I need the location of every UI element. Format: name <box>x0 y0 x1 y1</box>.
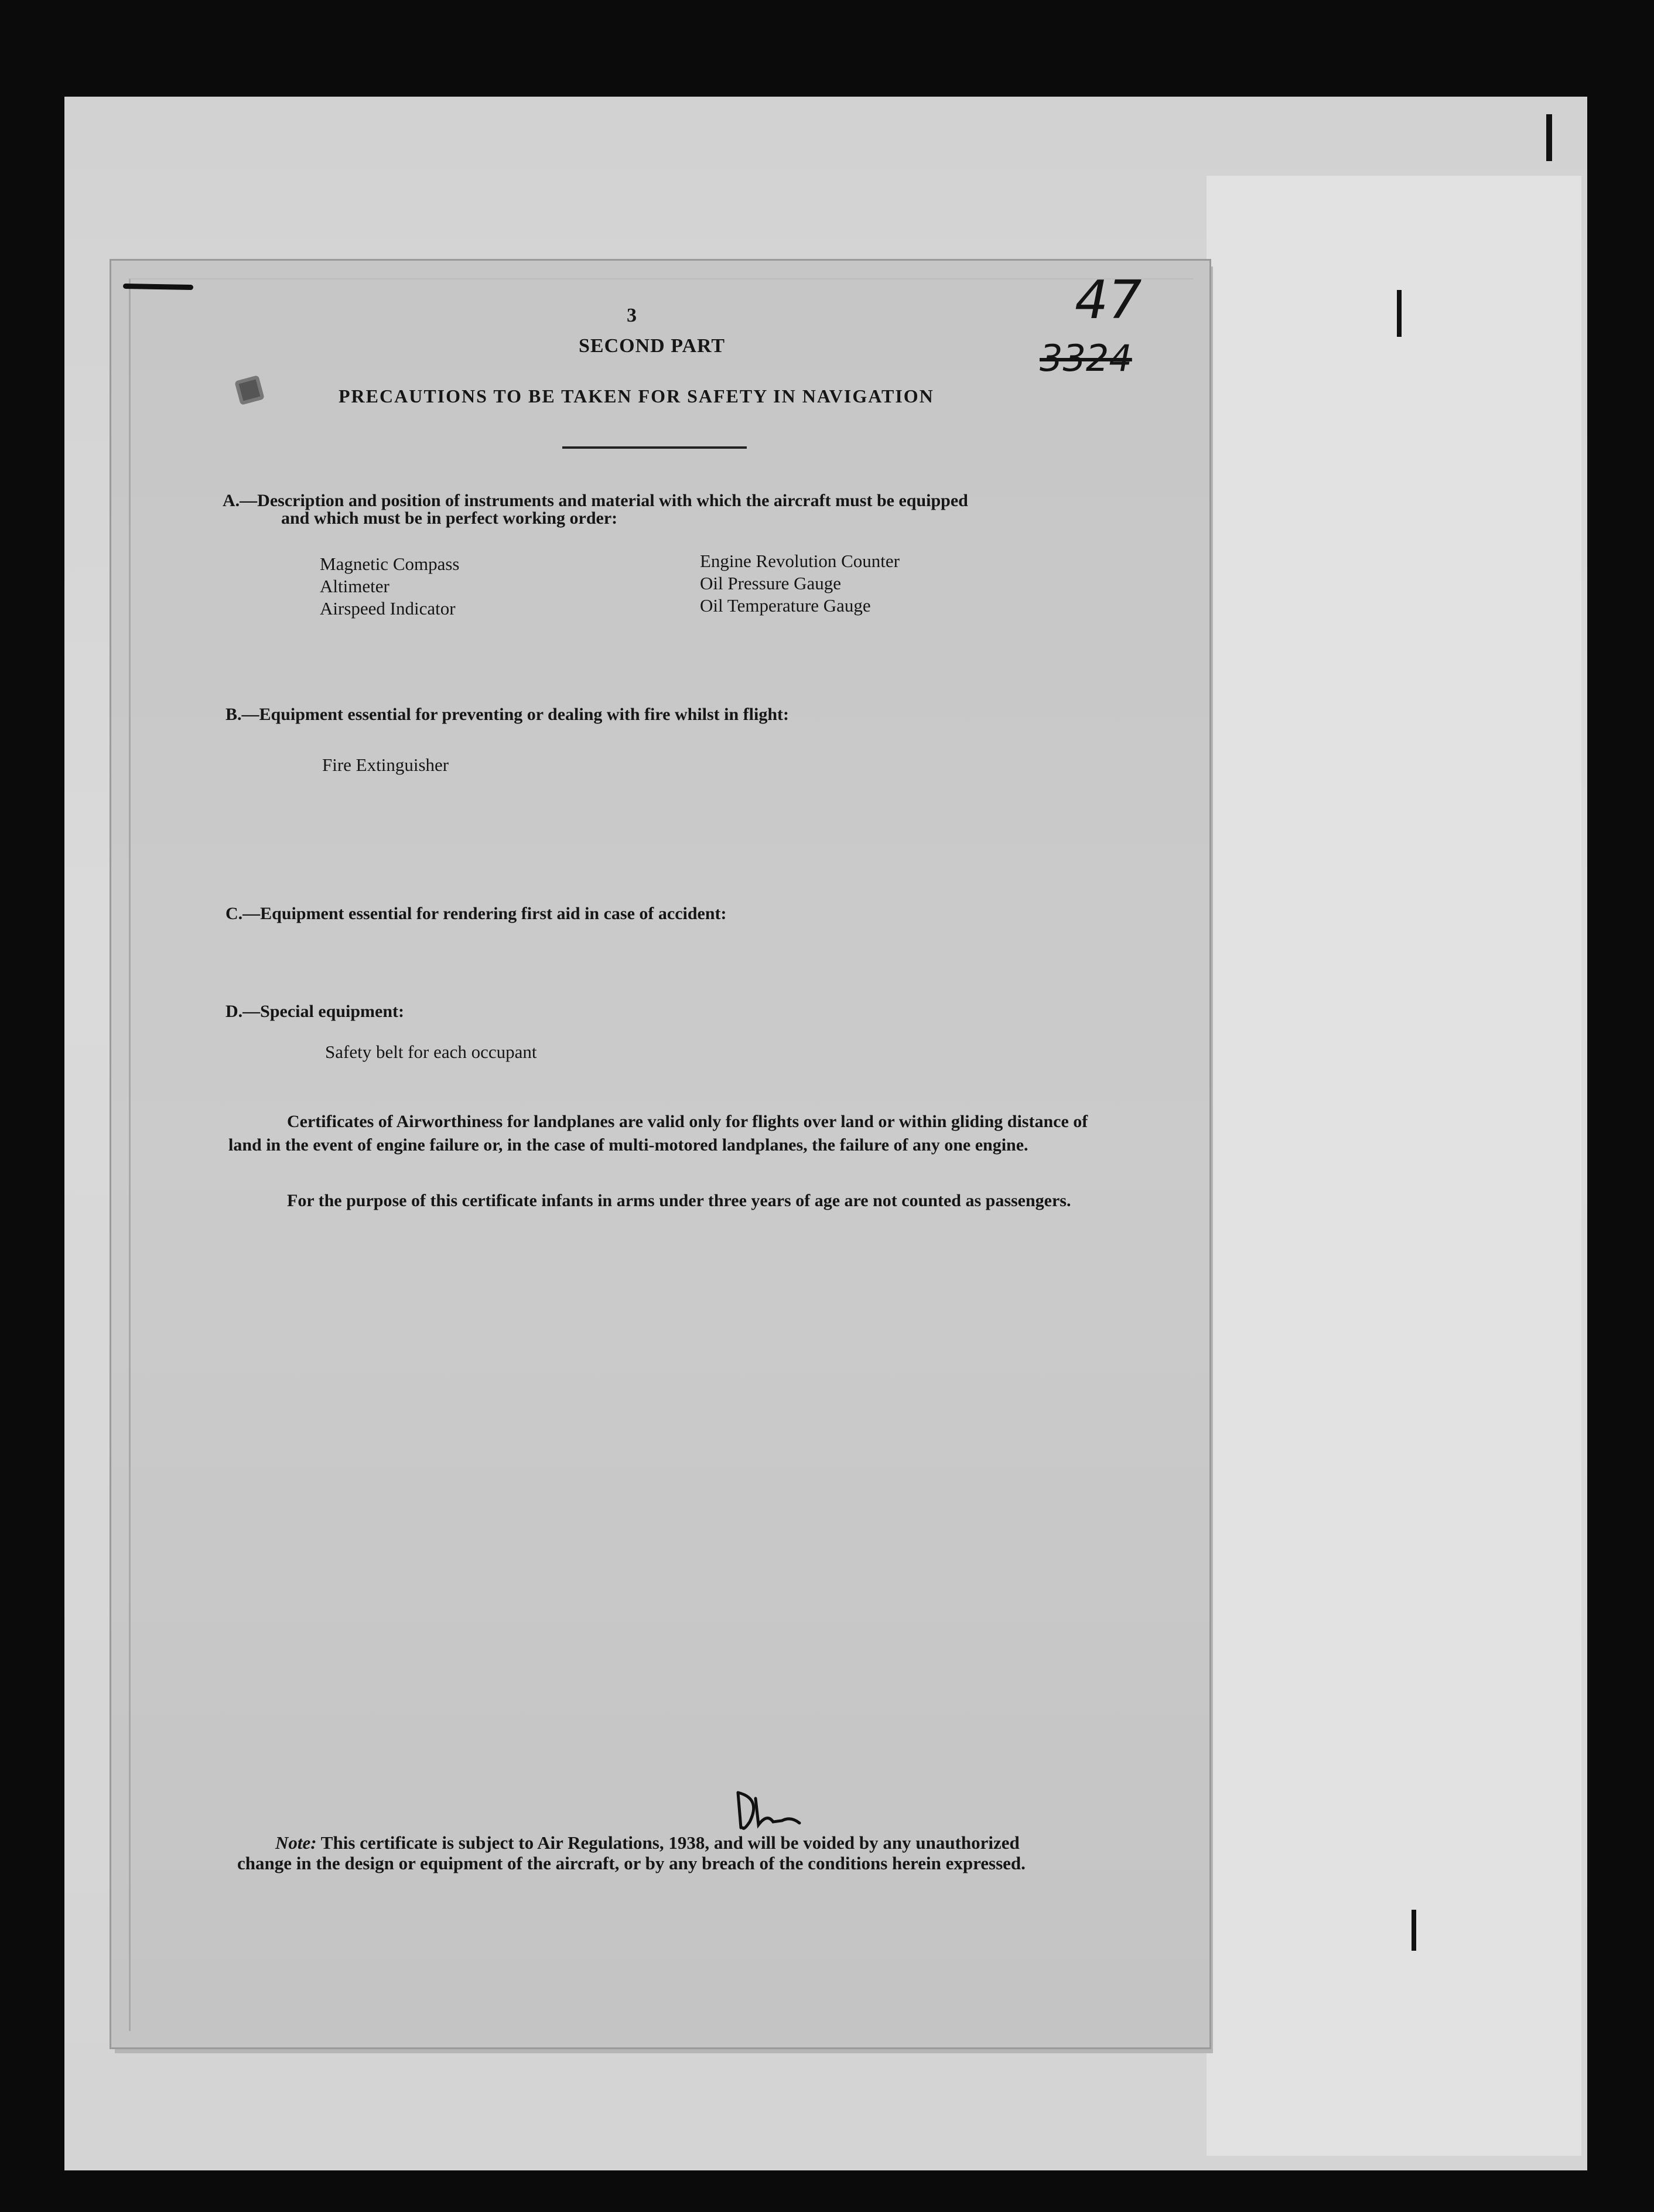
film-edge-mark <box>1546 114 1552 161</box>
note-label: Note: <box>275 1832 317 1853</box>
section-d-label: D.—Special equipment: <box>225 1002 405 1021</box>
page-number: 3 <box>627 305 637 326</box>
note-line-2: change in the design or equipment of the aircraft, or by any breach of the conditions herein expressed. <box>237 1853 1026 1873</box>
part-title: SECOND PART <box>579 335 726 357</box>
section-a-right-item: Engine Revolution Counter <box>700 551 900 571</box>
section-c-label: C.—Equipment essential for rendering first aid in case of accident: <box>225 904 727 923</box>
section-a-left-item: Airspeed Indicator <box>320 598 456 619</box>
note-text-1: This certificate is subject to Air Regulations, 1938, and will be voided by any unauthorized <box>320 1832 1020 1853</box>
section-a-label-cont: and which must be in perfect working order: <box>281 508 618 528</box>
film-edge-mark <box>1412 1910 1416 1951</box>
note-line-1 <box>275 1832 1020 1853</box>
section-a-left-item: Magnetic Compass <box>320 554 460 574</box>
handwritten-number-bottom: 3324 <box>1040 337 1132 380</box>
infants-paragraph: For the purpose of this certificate infants in arms under three years of age are not counted as passengers. <box>287 1191 1071 1210</box>
film-edge-mark <box>1397 290 1402 337</box>
handwritten-number-top: 47 <box>1075 269 1142 331</box>
section-a-label: A.—Description and position of instruments and material with which the aircraft must be equipped <box>223 491 968 510</box>
section-a-left-item: Altimeter <box>320 576 389 596</box>
section-a-right-item: Oil Temperature Gauge <box>700 595 871 616</box>
page-heading: PRECAUTIONS TO BE TAKEN FOR SAFETY IN NAVIGATION <box>339 385 934 407</box>
landplanes-paragraph: Certificates of Airworthiness for landplanes are valid only for flights over land or within gliding distance of land in the event of engine failure or, in the case of multi-motored landplanes, the failure of any one engine. <box>228 1112 1088 1155</box>
section-b-item: Fire Extinguisher <box>322 755 449 775</box>
heading-rule <box>562 446 747 449</box>
underlying-sheet <box>1207 176 1581 2156</box>
section-b-label: B.—Equipment essential for preventing or dealing with fire whilst in flight: <box>225 705 790 724</box>
section-d-item: Safety belt for each occupant <box>325 1042 537 1062</box>
section-a-right-item: Oil Pressure Gauge <box>700 573 842 593</box>
